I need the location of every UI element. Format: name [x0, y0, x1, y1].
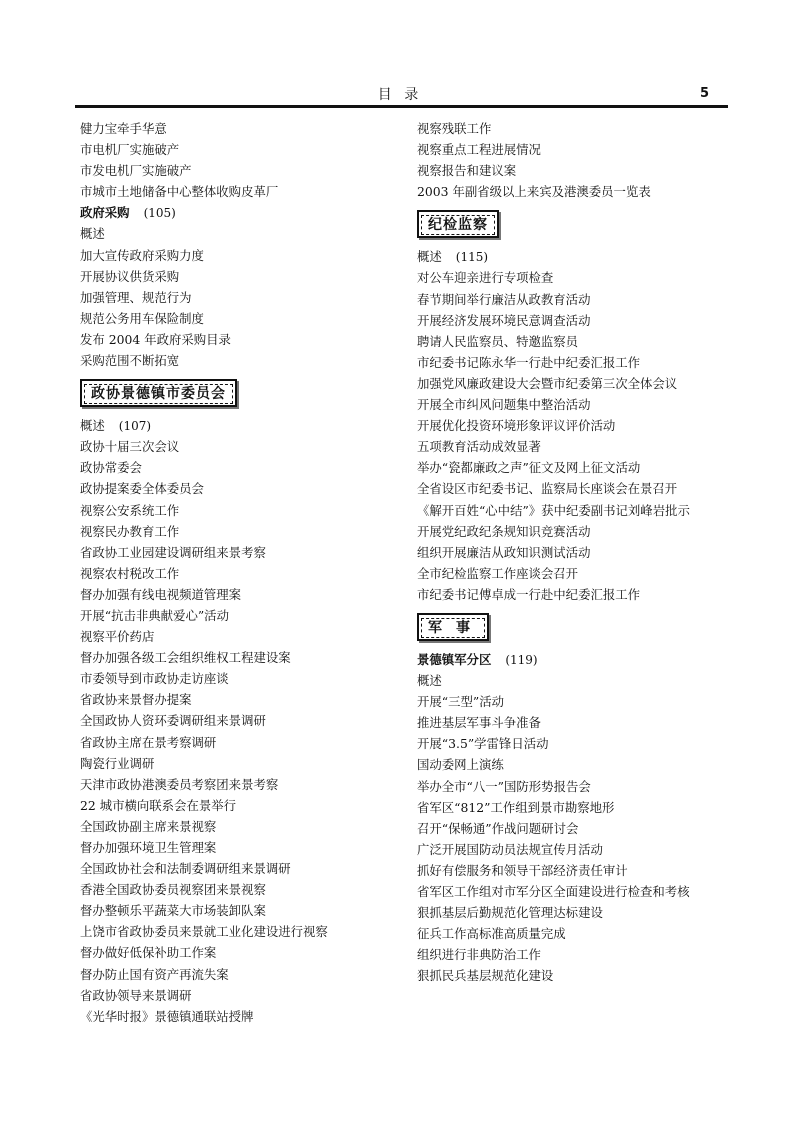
toc-entry-label: 概述	[417, 249, 442, 265]
toc-item[interactable]: 市城市土地储备中心整体收购皮革厂	[80, 184, 279, 200]
page-number: 5	[700, 86, 710, 101]
toc-item[interactable]: 规范公务用车保险制度	[80, 310, 204, 326]
toc-item[interactable]: 政协提案委全体委员会	[80, 481, 204, 497]
toc-item[interactable]: 全国政协副主席来景视察	[80, 818, 217, 834]
right-list-1	[417, 267, 735, 605]
toc-item[interactable]: 《光华时报》景德镇通联站授牌	[80, 1008, 254, 1024]
toc-item[interactable]: 2003 年副省级以上来宾及港澳委员一览表	[417, 184, 651, 200]
toc-entry-page: (105)	[143, 206, 176, 221]
left-list-2	[80, 436, 398, 1027]
toc-entry-label: 概述	[80, 418, 105, 434]
toc-item[interactable]: 市发电机厂实施破产	[80, 163, 192, 179]
toc-item[interactable]: 政协十届三次会议	[80, 439, 180, 455]
toc-item[interactable]: 天津市政协港澳委员考察团来景考察	[80, 776, 279, 792]
toc-entry-page: (119)	[505, 652, 538, 667]
toc-item[interactable]: 视察残联工作	[417, 121, 492, 136]
toc-item[interactable]: 概述	[80, 226, 105, 242]
toc-entry-cppcc-overview[interactable]	[80, 415, 398, 436]
toc-item[interactable]: 举办“瓷都廉政之声”征文及网上征文活动	[417, 460, 641, 476]
toc-item[interactable]: 开展协议供货采购	[80, 268, 180, 284]
toc-item[interactable]: 省政协工业园建设调研组来景考察	[80, 544, 266, 560]
toc-item[interactable]: 国动委网上演练	[417, 757, 504, 773]
toc-item[interactable]: 视察重点工程进展情况	[417, 142, 541, 158]
section-heading-cppcc	[80, 371, 398, 415]
toc-item[interactable]: 发布 2004 年政府采购目录	[80, 331, 231, 347]
toc-entry-label: 政府采购	[80, 205, 130, 221]
toc-item[interactable]: 举办全市“八一”国防形势报告会	[417, 778, 591, 794]
toc-item[interactable]: 采购范围不断拓宽	[80, 353, 180, 369]
right-list-2a	[417, 670, 735, 881]
toc-item[interactable]: 狠抓基层后勤规范化管理达标建设	[417, 905, 603, 921]
toc-item[interactable]: 陶瓷行业调研	[80, 755, 155, 771]
toc-item[interactable]: 省政协来景督办提案	[80, 692, 192, 708]
toc-item[interactable]: 省政协主席在景考察调研	[80, 734, 217, 750]
toc-item[interactable]: 开展党纪政纪条规知识竞赛活动	[417, 523, 591, 539]
toc-item[interactable]: 健力宝牵手华意	[80, 121, 167, 136]
toc-entry-label: 景德镇军分区	[417, 651, 492, 667]
section-heading-label: 政协景德镇市委员会	[84, 384, 233, 404]
toc-item[interactable]: 省军区工作组对市军分区全面建设进行检查和考核	[417, 884, 690, 899]
toc-item[interactable]: 全国政协人资环委调研组来景调研	[80, 713, 266, 729]
toc-item[interactable]: 政协常委会	[80, 460, 142, 476]
toc-item[interactable]: 征兵工作高标准高质量完成	[417, 926, 566, 942]
toc-item[interactable]: 聘请人民监察员、特邀监察员	[417, 333, 579, 349]
toc-entry-page: (107)	[118, 419, 152, 434]
toc-item[interactable]: 加强管理、规范行为	[80, 289, 192, 305]
right-list-2b	[417, 902, 735, 986]
toc-item[interactable]: 督办加强有线电视频道管理案	[80, 586, 242, 602]
toc-item[interactable]: 开展经济发展环境民意调查活动	[417, 312, 591, 328]
toc-item[interactable]: 广泛开展国防动员法规宣传月活动	[417, 841, 603, 857]
toc-item[interactable]: 视察民办教育工作	[80, 523, 180, 539]
left-pre-list	[80, 118, 398, 202]
toc-item[interactable]: 抓好有偿服务和领导干部经济责任审计	[417, 862, 628, 878]
right-pre-list	[417, 118, 735, 202]
toc-item[interactable]: 香港全国政协委员视察团来景视察	[80, 882, 266, 898]
section-heading-military	[417, 605, 735, 649]
section-heading-label: 纪检监察	[421, 215, 495, 235]
toc-item[interactable]: 省政协领导来景调研	[80, 987, 192, 1003]
toc-item[interactable]: 市电机厂实施破产	[80, 142, 180, 158]
toc-item[interactable]: 视察平价药店	[80, 629, 155, 645]
toc-item[interactable]: 《解开百姓“心中结”》获中纪委副书记刘峰岩批示	[417, 502, 690, 518]
page-header-title: 目 录	[377, 87, 423, 103]
section-heading-label: 军事	[421, 618, 485, 638]
toc-item[interactable]: 省军区“812”工作组到景市勘察地形	[417, 799, 615, 815]
toc-item[interactable]: 视察公安系统工作	[80, 502, 180, 518]
toc-item[interactable]: 加强党风廉政建设大会暨市纪委第三次全体会议	[417, 375, 678, 391]
toc-item[interactable]: 开展优化投资环境形象评议评价活动	[417, 418, 616, 434]
toc-item[interactable]: 上饶市省政协委员来景就工业化建设进行视察	[80, 924, 328, 940]
toc-item[interactable]: 市纪委书记傅卓成一行赴中纪委汇报工作	[417, 586, 641, 602]
toc-item[interactable]: 狠抓民兵基层规范化建设	[417, 968, 554, 984]
toc-entry-page: (115)	[455, 250, 489, 265]
toc-item[interactable]: 督办加强各级工会组织维权工程建设案	[80, 650, 291, 666]
toc-item[interactable]: 市委领导到市政协走访座谈	[80, 671, 229, 687]
toc-entry-discipline-overview[interactable]	[417, 246, 735, 267]
toc-item[interactable]: 五项教育活动成效显著	[417, 439, 541, 455]
toc-item[interactable]: 对公车迎亲进行专项检查	[417, 270, 554, 286]
header-rule	[75, 105, 728, 108]
toc-item[interactable]: 督办整顿乐平蔬菜大市场装卸队案	[80, 903, 266, 919]
right-column	[417, 118, 735, 986]
toc-entry-military-subdistrict[interactable]	[417, 649, 735, 670]
toc-entry-government-procurement[interactable]	[80, 202, 398, 223]
toc-item[interactable]: 视察农村税改工作	[80, 565, 180, 581]
toc-item[interactable]: 加大宣传政府采购力度	[80, 247, 204, 263]
toc-item[interactable]: 督办防止国有资产再流失案	[80, 966, 229, 982]
toc-item[interactable]: 全国政协社会和法制委调研组来景调研	[80, 861, 291, 877]
toc-item[interactable]: 开展全市纠风问题集中整治活动	[417, 397, 591, 413]
toc-item[interactable]: 视察报告和建议案	[417, 163, 517, 179]
toc-item[interactable]: 全省设区市纪委书记、监察局长座谈会在景召开	[417, 481, 678, 497]
toc-item[interactable]: 推进基层军事斗争准备	[417, 715, 541, 731]
toc-item[interactable]: 概述	[417, 673, 442, 689]
toc-item[interactable]: 召开“保畅通”作战问题研讨会	[417, 820, 579, 836]
toc-item[interactable]: 组织开展廉洁从政知识测试活动	[417, 544, 591, 560]
left-list-1	[80, 223, 398, 371]
toc-item[interactable]: 22 城市横向联系会在景举行	[80, 797, 237, 813]
left-column	[80, 118, 398, 1027]
toc-item[interactable]: 开展“3.5”学雷锋日活动	[417, 736, 549, 752]
toc-item[interactable]: 春节期间举行廉洁从政教育活动	[417, 291, 591, 307]
toc-item[interactable]: 市纪委书记陈永华一行赴中纪委汇报工作	[417, 354, 641, 370]
section-heading-discipline	[417, 202, 735, 246]
toc-item[interactable]: 督办加强环境卫生管理案	[80, 840, 217, 855]
toc-item[interactable]: 督办做好低保补助工作案	[80, 945, 217, 961]
toc-item[interactable]: 组织进行非典防治工作	[417, 947, 541, 963]
toc-item[interactable]: 开展“三型”活动	[417, 694, 505, 710]
toc-item[interactable]: 开展“抗击非典献爱心”活动	[80, 607, 229, 623]
toc-item[interactable]: 全市纪检监察工作座谈会召开	[417, 565, 579, 581]
